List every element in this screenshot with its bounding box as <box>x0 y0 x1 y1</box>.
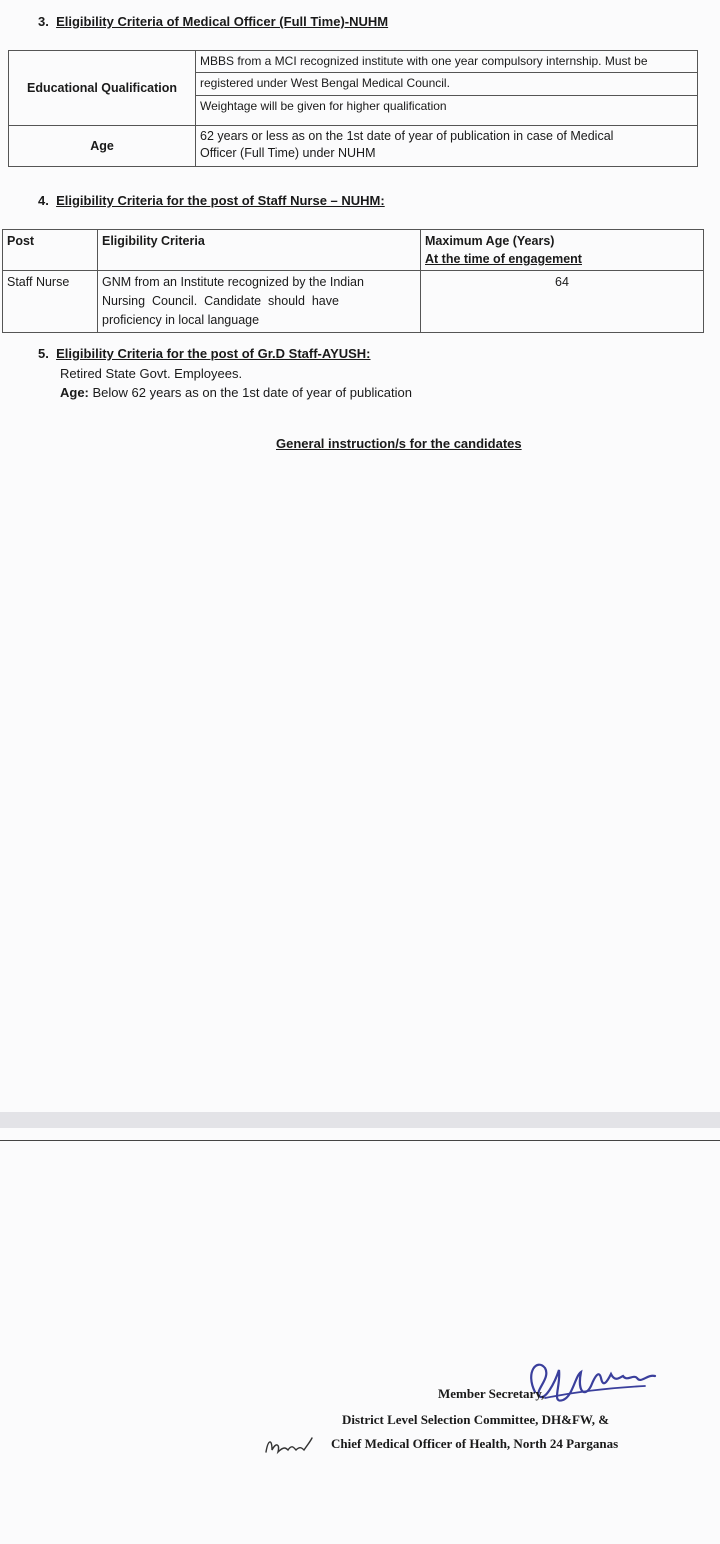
table-row <box>3 230 704 271</box>
header-criteria: Eligibility Criteria <box>98 230 421 271</box>
header-post: Post <box>3 230 98 271</box>
document-page-2 <box>0 1128 720 1544</box>
education-line-2: registered under West Bengal Medical Council. <box>196 73 697 95</box>
section-5-age: Age: Below 62 years as on the 1st date of year of publication <box>60 385 412 400</box>
header-age-line-2: At the time of engagement <box>425 252 582 267</box>
signatory-committee: District Level Selection Committee, DH&FW, & <box>342 1412 610 1427</box>
education-line-1: MBBS from a MCI recognized institute with one year compulsory internship. Must be <box>196 51 697 73</box>
divider <box>0 1140 720 1141</box>
age-line-2: Officer (Full Time) under NUHM <box>200 145 376 160</box>
section-3-title: Eligibility Criteria of Medical Officer (Full Time)-NUHM <box>56 14 389 29</box>
criteria-line-1: GNM from an Institute recognized by the Indian <box>102 275 364 290</box>
age-label: Age <box>9 126 196 167</box>
criteria-line-3: proficiency in local language <box>102 312 260 327</box>
staff-nurse-criteria-table <box>2 229 704 333</box>
header-age-line-1: Maximum Age (Years) <box>425 234 555 248</box>
section-5-title: Eligibility Criteria for the post of Gr.D Staff-AYUSH: <box>56 346 371 361</box>
general-instructions-heading: General instruction/s for the candidates <box>276 436 522 451</box>
cell-post: Staff Nurse <box>3 271 98 332</box>
section-3-heading: 3. Eligibility Criteria of Medical Officer (Full Time)-NUHM <box>38 14 389 29</box>
table-row <box>9 126 698 167</box>
signatory-title: Member Secretary, <box>438 1386 545 1401</box>
handwritten-signature-icon <box>515 1352 665 1414</box>
section-5-heading: 5. Eligibility Criteria for the post of Gr.D Staff-AYUSH: <box>38 346 371 361</box>
signatory-office: Chief Medical Officer of Health, North 24 Parganas <box>331 1436 619 1451</box>
table-row <box>9 51 698 126</box>
table-row <box>3 271 704 332</box>
criteria-line-2: Nursing Council. Candidate should have <box>102 294 339 308</box>
handwritten-initials-icon <box>262 1432 318 1458</box>
age-line-1: 62 years or less as on the 1st date of year of publication in case of Medical <box>200 129 614 143</box>
medical-officer-criteria-table <box>8 50 698 167</box>
education-line-3: Weightage will be given for higher qualification <box>200 98 447 113</box>
section-4-title: Eligibility Criteria for the post of Staff Nurse – NUHM: <box>56 193 385 208</box>
cell-max-age: 64 <box>421 271 704 332</box>
education-label: Educational Qualification <box>9 51 196 126</box>
section-4-heading: 4. Eligibility Criteria for the post of Staff Nurse – NUHM: <box>38 193 385 208</box>
page-separator <box>0 1112 720 1128</box>
section-5-line-1: Retired State Govt. Employees. <box>60 366 243 381</box>
